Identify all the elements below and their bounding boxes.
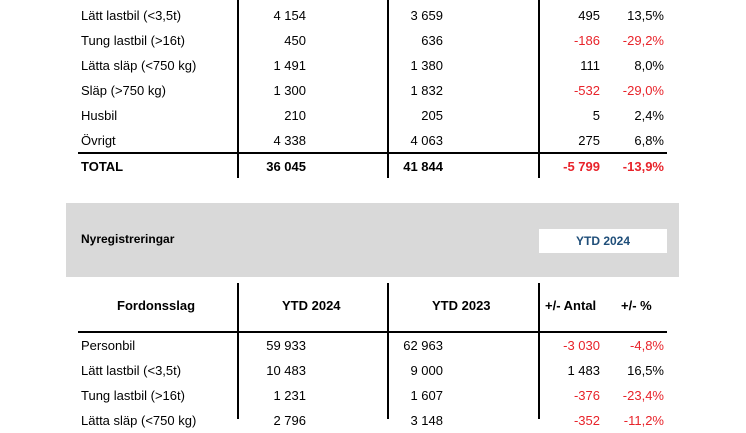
total-separator [78,152,667,154]
cell-diff: -186 [573,33,600,48]
cell-pct: 8,0% [634,58,664,73]
table-row [78,53,667,78]
cell-name: Husbil [81,108,118,123]
cell-ytd2023: 4 063 [410,133,443,148]
header-ytd-2024: YTD 2024 [282,298,341,313]
cell-name: Personbil [81,338,136,353]
cell-diff: -376 [573,388,600,403]
cell-ytd2024: 210 [284,108,306,123]
table-row [78,28,667,53]
cell-ytd2023: 3 148 [410,413,443,428]
cell-ytd2024: 4 154 [273,8,306,23]
cell-pct: 2,4% [634,108,664,123]
cell-pct: -29,0% [622,83,664,98]
cell-pct: 16,5% [627,363,664,378]
cell-ytd2024: 450 [284,33,306,48]
table-row [78,128,667,153]
cell-name: Tung lastbil (>16t) [81,388,185,403]
cell-ytd2023: 1 832 [410,83,443,98]
section-title: Nyregistreringar [81,232,175,246]
total-name: TOTAL [81,159,124,174]
total-ytd2023: 41 844 [403,159,443,174]
cell-ytd2024: 1 231 [273,388,306,403]
cell-pct: 13,5% [627,8,664,23]
cell-diff: 1 483 [567,363,600,378]
cell-diff: 275 [578,133,600,148]
cell-ytd2023: 636 [421,33,443,48]
table-row [78,408,667,433]
table-row [78,103,667,128]
cell-diff: -532 [573,83,600,98]
cell-ytd2023: 9 000 [410,363,443,378]
cell-pct: -11,2% [623,413,664,428]
cell-ytd2024: 10 483 [266,363,306,378]
cell-name: Släp (>750 kg) [81,83,166,98]
table-row [78,3,667,28]
cell-pct: -4,8% [630,338,664,353]
cell-diff: 495 [578,8,600,23]
table-row [78,358,667,383]
cell-diff: -352 [573,413,600,428]
bottom-table [78,333,667,433]
header-ytd-2023: YTD 2023 [432,298,491,313]
total-pct: -13,9% [622,159,664,174]
cell-ytd2024: 2 796 [273,413,306,428]
header-diff-pct: +/- % [621,298,652,313]
table-row [78,78,667,103]
cell-ytd2023: 3 659 [410,8,443,23]
cell-ytd2024: 1 300 [273,83,306,98]
cell-ytd2024: 4 338 [273,133,306,148]
cell-ytd2023: 1 607 [410,388,443,403]
table-row [78,333,667,358]
cell-name: Lätta släp (<750 kg) [81,413,197,428]
total-ytd2024: 36 045 [266,159,306,174]
cell-name: Övrigt [81,133,116,148]
cell-ytd2023: 62 963 [403,338,443,353]
total-row [78,154,667,179]
cell-pct: -29,2% [622,33,664,48]
cell-name: Lätta släp (<750 kg) [81,58,197,73]
total-diff: -5 799 [563,159,600,174]
cell-name: Lätt lastbil (<3,5t) [81,8,182,23]
header-diff-antal: +/- Antal [545,298,597,313]
cell-ytd2024: 59 933 [266,338,306,353]
cell-pct: 6,8% [634,133,664,148]
cell-name: Lätt lastbil (<3,5t) [81,363,182,378]
header-fordonsslag: Fordonsslag [117,298,196,313]
table-row [78,383,667,408]
cell-name: Tung lastbil (>16t) [81,33,185,48]
cell-diff: -3 030 [563,338,600,353]
cell-diff: 111 [580,58,600,73]
cell-ytd2023: 1 380 [410,58,443,73]
cell-pct: -23,4% [622,388,664,403]
cell-ytd2024: 1 491 [273,58,306,73]
cell-diff: 5 [592,108,600,123]
ytd-badge: YTD 2024 [539,229,667,253]
cell-ytd2023: 205 [421,108,443,123]
